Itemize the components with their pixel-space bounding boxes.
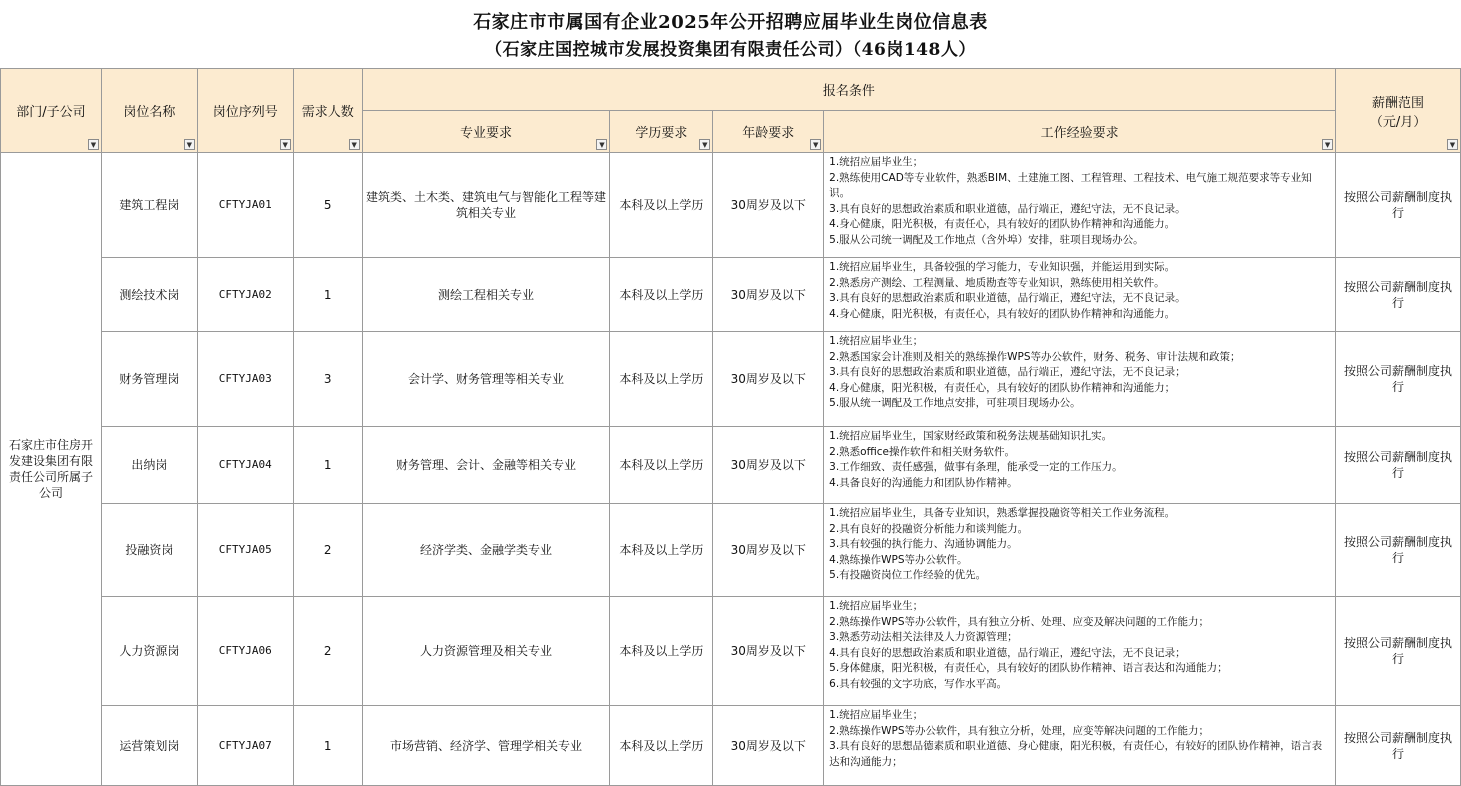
code-cell: CFTYJA07	[197, 706, 293, 786]
header-experience: 工作经验要求 ▼	[824, 111, 1336, 153]
education-cell: 本科及以上学历	[610, 258, 713, 332]
education-cell: 本科及以上学历	[610, 153, 713, 258]
experience-cell: 1.统招应届毕业生； 2.熟练操作WPS等办公软件，具有独立分析、处理、应变及解决问题的工作能力； 3.熟悉劳动法相关法律及人力资源管理； 4.具有良好的思想政治素质和职业道德，品行端正，遵纪守法，无不良记录； 5.身体健康，阳光积极，有责任心，具有较好的团队协作精神、语言表达和沟通能力； 6.具有较强的文字功底，写作水平高。	[824, 597, 1336, 706]
education-cell: 本科及以上学历	[610, 332, 713, 427]
table-row	[1, 504, 1461, 597]
position-cell: 建筑工程岗	[101, 153, 197, 258]
code-cell: CFTYJA04	[197, 427, 293, 504]
experience-cell: 1.统招应届毕业生，国家财经政策和税务法规基础知识扎实。 2.熟悉office操作软件和相关财务软件。 3.工作细致、责任感强，做事有条理，能承受一定的工作压力。 4.具备良好的沟通能力和团队协作精神。	[824, 427, 1336, 504]
header-dept: 部门/子公司 ▼	[1, 69, 102, 153]
filter-dropdown-icon[interactable]: ▼	[810, 139, 821, 150]
filter-dropdown-icon[interactable]: ▼	[596, 139, 607, 150]
header-conditions: 报名条件	[362, 69, 1335, 111]
table-row	[1, 597, 1461, 706]
major-cell: 财务管理、会计、金融等相关专业	[362, 427, 610, 504]
age-cell: 30周岁及以下	[713, 258, 824, 332]
header-count: 需求人数 ▼	[293, 69, 362, 153]
code-cell: CFTYJA05	[197, 504, 293, 597]
major-cell: 会计学、财务管理等相关专业	[362, 332, 610, 427]
experience-cell: 1.统招应届毕业生； 2.熟练操作WPS等办公软件，具有独立分析，处理，应变等解决问题的工作能力； 3.具有良好的思想品德素质和职业道德、身心健康，阳光积极，有责任心，有较好的团队协作精神，语言表达和沟通能力；	[824, 706, 1336, 786]
count-cell: 1	[293, 258, 362, 332]
code-cell: CFTYJA02	[197, 258, 293, 332]
salary-cell: 按照公司薪酬制度执行	[1336, 258, 1461, 332]
table-row	[1, 153, 1461, 258]
header-age: 年龄要求 ▼	[713, 111, 824, 153]
header-code: 岗位序列号 ▼	[197, 69, 293, 153]
experience-cell: 1.统招应届毕业生，具备专业知识，熟悉掌握投融资等相关工作业务流程。 2.具有良好的投融资分析能力和谈判能力。 3.具有较强的执行能力、沟通协调能力。 4.熟练操作WPS等办公软件。 5.有投融资岗位工作经验的优先。	[824, 504, 1336, 597]
salary-cell: 按照公司薪酬制度执行	[1336, 706, 1461, 786]
positions-table	[0, 68, 1461, 786]
salary-cell: 按照公司薪酬制度执行	[1336, 427, 1461, 504]
major-cell: 建筑类、土木类、建筑电气与智能化工程等建筑相关专业	[362, 153, 610, 258]
experience-cell: 1.统招应届毕业生； 2.熟练使用CAD等专业软件，熟悉BIM、土建施工图、工程管理、工程技术、电气施工规范要求等专业知识。 3.具有良好的思想政治素质和职业道德，品行端正，遵纪守法，无不良记录。 4.身心健康，阳光积极，有责任心，具有较好的团队协作精神和沟通能力。 5.服从公司统一调配及工作地点（含外埠）安排，驻项目现场办公。	[824, 153, 1336, 258]
position-cell: 投融资岗	[101, 504, 197, 597]
education-cell: 本科及以上学历	[610, 427, 713, 504]
position-cell: 出纳岗	[101, 427, 197, 504]
filter-dropdown-icon[interactable]: ▼	[184, 139, 195, 150]
education-cell: 本科及以上学历	[610, 597, 713, 706]
education-cell: 本科及以上学历	[610, 504, 713, 597]
salary-cell: 按照公司薪酬制度执行	[1336, 504, 1461, 597]
position-cell: 人力资源岗	[101, 597, 197, 706]
position-cell: 财务管理岗	[101, 332, 197, 427]
count-cell: 5	[293, 153, 362, 258]
filter-dropdown-icon[interactable]: ▼	[349, 139, 360, 150]
salary-cell: 按照公司薪酬制度执行	[1336, 597, 1461, 706]
code-cell: CFTYJA06	[197, 597, 293, 706]
code-cell: CFTYJA01	[197, 153, 293, 258]
age-cell: 30周岁及以下	[713, 597, 824, 706]
count-cell: 3	[293, 332, 362, 427]
header-major: 专业要求 ▼	[362, 111, 610, 153]
age-cell: 30周岁及以下	[713, 427, 824, 504]
table-row	[1, 427, 1461, 504]
count-cell: 2	[293, 597, 362, 706]
position-cell: 运营策划岗	[101, 706, 197, 786]
filter-dropdown-icon[interactable]: ▼	[280, 139, 291, 150]
dept-cell: 石家庄市住房开发建设集团有限责任公司所属子公司	[1, 153, 102, 786]
filter-dropdown-icon[interactable]: ▼	[1447, 139, 1458, 150]
count-cell: 2	[293, 504, 362, 597]
salary-cell: 按照公司薪酬制度执行	[1336, 332, 1461, 427]
age-cell: 30周岁及以下	[713, 504, 824, 597]
age-cell: 30周岁及以下	[713, 153, 824, 258]
education-cell: 本科及以上学历	[610, 706, 713, 786]
experience-cell: 1.统招应届毕业生，具备较强的学习能力，专业知识强，并能运用到实际。 2.熟悉房产测绘、工程测量、地质勘查等专业知识，熟练使用相关软件。 3.具有良好的思想政治素质和职业道德，品行端正，遵纪守法，无不良记录。 4.身心健康，阳光积极，有责任心，具有较好的团队协作精神和沟通能力。	[824, 258, 1336, 332]
table-row	[1, 332, 1461, 427]
page-title: 石家庄市市属国有企业2025年公开招聘应届毕业生岗位信息表	[473, 12, 988, 33]
major-cell: 市场营销、经济学、管理学相关专业	[362, 706, 610, 786]
table-row	[1, 706, 1461, 786]
major-cell: 人力资源管理及相关专业	[362, 597, 610, 706]
header-position: 岗位名称 ▼	[101, 69, 197, 153]
filter-dropdown-icon[interactable]: ▼	[699, 139, 710, 150]
age-cell: 30周岁及以下	[713, 332, 824, 427]
code-cell: CFTYJA03	[197, 332, 293, 427]
experience-cell: 1.统招应届毕业生； 2.熟悉国家会计准则及相关的熟练操作WPS等办公软件，财务、税务、审计法规和政策； 3.具有良好的思想政治素质和职业道德，品行端正，遵纪守法，无不良记录； 4.身心健康，阳光积极，有责任心，具有较好的团队协作精神和沟通能力； 5.服从统一调配及工作地点安排，可驻项目现场办公。	[824, 332, 1336, 427]
position-cell: 测绘技术岗	[101, 258, 197, 332]
age-cell: 30周岁及以下	[713, 706, 824, 786]
header-education: 学历要求 ▼	[610, 111, 713, 153]
major-cell: 经济学类、金融学类专业	[362, 504, 610, 597]
header-salary: 薪酬范围 （元/月） ▼	[1336, 69, 1461, 153]
count-cell: 1	[293, 427, 362, 504]
page-subtitle: （石家庄国控城市发展投资集团有限责任公司）（46岗148人）	[485, 40, 976, 60]
count-cell: 1	[293, 706, 362, 786]
filter-dropdown-icon[interactable]: ▼	[1322, 139, 1333, 150]
salary-cell: 按照公司薪酬制度执行	[1336, 153, 1461, 258]
major-cell: 测绘工程相关专业	[362, 258, 610, 332]
filter-dropdown-icon[interactable]: ▼	[88, 139, 99, 150]
table-row	[1, 258, 1461, 332]
title-block	[0, 0, 1461, 68]
